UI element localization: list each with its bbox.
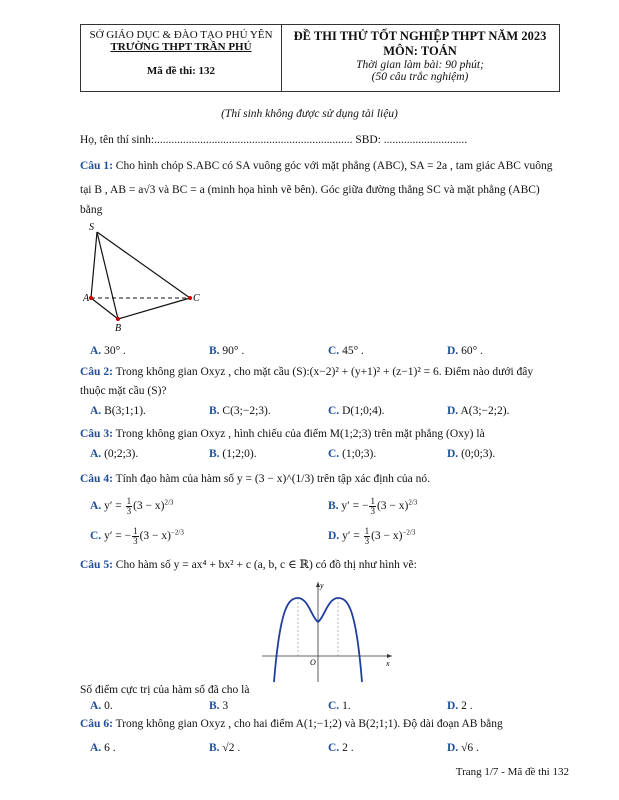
exam-header xyxy=(80,24,560,92)
dept-name: SỞ GIÁO DỤC & ĐÀO TẠO PHÚ YÊN xyxy=(89,29,273,41)
exam-time: Thời gian làm bài: 90 phút; xyxy=(356,59,484,71)
q1-option-b[interactable]: B. 90° . xyxy=(209,345,245,357)
notice: (Thí sinh không được sử dụng tài liệu) xyxy=(221,108,398,120)
q2-label: Câu 2: xyxy=(80,366,113,378)
header-exam-block xyxy=(281,25,559,91)
q4-option-a[interactable]: A. y′ = $\frac{1}{3}$ $(3 - x)^{2/3}$ xyxy=(90,496,174,516)
q4-line1 xyxy=(80,473,579,485)
exam-subject: MÔN: TOÁN xyxy=(383,44,457,58)
q4-option-d[interactable]: D. y′ = $\frac{1}{3}$ $(3 - x)^{-2/3}$ xyxy=(328,526,416,546)
q6-line1 xyxy=(80,718,579,730)
q6-label: Câu 6: xyxy=(80,718,113,730)
q2-text2: thuộc mặt cầu (S)? xyxy=(80,385,167,397)
q5-line1 xyxy=(80,557,579,571)
q3-line1 xyxy=(80,428,579,440)
q2-option-a[interactable]: A. B(3;1;1). xyxy=(90,405,146,417)
graph-y-label: y xyxy=(320,581,324,590)
q3-text1: Trong không gian Oxyz , hình chiếu của điểm M(1;2;3) trên mặt phẳng (Oxy) là xyxy=(115,428,485,440)
q1-label: Câu 1: xyxy=(80,160,113,172)
label-c: C xyxy=(193,293,200,304)
graph-x-label: x xyxy=(386,659,390,668)
q6-option-c[interactable]: C. 2 . xyxy=(328,742,354,754)
q3-option-b[interactable]: B. (1;2;0). xyxy=(209,448,257,460)
q5-label: Câu 5: xyxy=(80,559,113,571)
q4-label: Câu 4: xyxy=(80,473,113,485)
q5-text2: Số điểm cực trị của hàm số đã cho là xyxy=(80,684,250,696)
q1-text3: bằng xyxy=(80,204,103,216)
q2-option-d[interactable]: D. A(3;−2;2). xyxy=(447,405,510,417)
question-count: (50 câu trắc nghiệm) xyxy=(371,71,469,83)
q2-option-c[interactable]: C. D(1;0;4). xyxy=(328,405,385,417)
label-b: B xyxy=(115,323,122,334)
q3-option-d[interactable]: D. (0;0;3). xyxy=(447,448,496,460)
label-s: S xyxy=(89,222,94,233)
q6-option-a[interactable]: A. 6 . xyxy=(90,742,116,754)
q1-option-d[interactable]: D. 60° . xyxy=(447,345,483,357)
exam-title: ĐỀ THI THỬ TỐT NGHIỆP THPT NĂM 2023 xyxy=(293,29,547,43)
header-school-block xyxy=(81,25,282,91)
q2-option-b[interactable]: B. C(3;−2;3). xyxy=(209,405,271,417)
graph-origin-label: O xyxy=(310,658,316,667)
school-name: TRƯỜNG THPT TRẦN PHÚ xyxy=(110,41,252,53)
q3-option-a[interactable]: A. (0;2;3). xyxy=(90,448,139,460)
q5-option-a[interactable]: A. 0. xyxy=(90,700,113,712)
q4-option-c[interactable]: C. y′ = − $\frac{1}{3}$ $(3 - x)^{-2/3}$ xyxy=(90,526,184,546)
q6-option-d[interactable]: D. √6 . xyxy=(447,742,479,754)
q5-option-d[interactable]: D. 2 . xyxy=(447,700,473,712)
page-footer: Trang 1/7 - Mã đề thi 132 xyxy=(455,766,569,778)
label-a: A xyxy=(83,293,90,304)
q5-text1: Cho hàm số y = ax⁴ + bx² + c (a, b, c ∈ ℝ) có đồ thị như hình vẽ: xyxy=(115,559,417,571)
student-info-line: Họ, tên thí sinh:..................................................................... SBD: ............................. xyxy=(80,134,468,146)
q1-text1: Cho hình chóp S.ABC có SA vuông góc với mặt phẳng (ABC), SA = 2a , tam giác ABC vuông xyxy=(115,160,553,172)
q3-option-c[interactable]: C. (1;0;3). xyxy=(328,448,377,460)
exam-code: Mã đề thi: 132 xyxy=(146,65,216,77)
q1-line1 xyxy=(80,160,579,172)
q4-text1: Tính đạo hàm của hàm số y = (3 − x)^(1/3) trên tập xác định của nó. xyxy=(115,473,430,485)
q1-text2: tại B , AB = a√3 và BC = a (minh họa hình vẽ bên). Góc giữa đường thẳng SC và mặt phẳng (ABC) xyxy=(80,184,540,196)
q6-option-b[interactable]: B. √2 . xyxy=(209,742,241,754)
q1-option-c[interactable]: C. 45° . xyxy=(328,345,364,357)
q2-line1 xyxy=(80,366,579,378)
pyramid-figure xyxy=(82,220,212,335)
q5-option-c[interactable]: C. 1. xyxy=(328,700,351,712)
q5-option-b[interactable]: B. 3 xyxy=(209,700,229,712)
q6-text1: Trong không gian Oxyz , cho hai điểm A(1;−1;2) và B(2;1;1). Độ dài đoạn AB bằng xyxy=(115,718,503,730)
q2-text1: Trong không gian Oxyz , cho mặt cầu (S):(x−2)² + (y+1)² + (z−1)² = 6. Điểm nào dưới đây xyxy=(115,366,534,378)
q4-option-b[interactable]: B. y′ = − $\frac{1}{3}$ $(3 - x)^{2/3}$ xyxy=(328,496,418,516)
q3-label: Câu 3: xyxy=(80,428,113,440)
q1-option-a[interactable]: A. 30° . xyxy=(90,345,126,357)
quartic-graph xyxy=(258,578,398,686)
